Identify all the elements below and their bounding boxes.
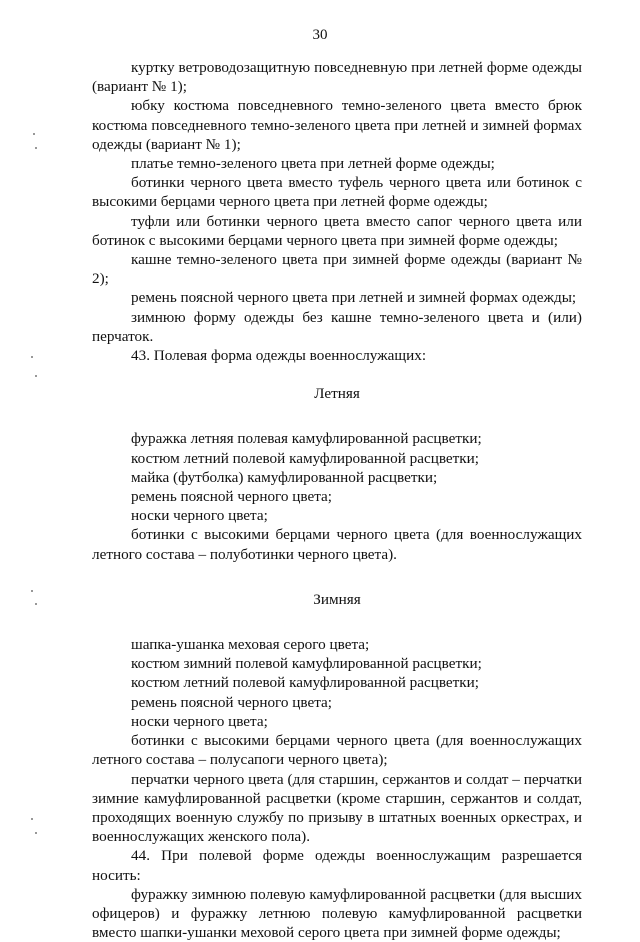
list-item: перчатки черного цвета (для старшин, сержантов и солдат – перчатки зимние камуфлированной расцветки (кроме старшин, сержантов и солдат, проходящих военную службу по призыву в штатных военных оркестрах, и военнослужащих женского пола). — [92, 770, 582, 846]
margin-mark — [35, 147, 37, 149]
list-item: костюм зимний полевой камуфлированной расцветки; — [131, 655, 482, 673]
margin-mark — [35, 375, 37, 377]
margin-mark — [35, 603, 37, 605]
list-item: ремень поясной черного цвета; — [131, 488, 333, 506]
section-intro-44: 44. При полевой форме одежды военнослужащим разрешается носить: — [92, 847, 582, 884]
list-item: костюм летний полевой камуфлированной расцветки; — [131, 674, 480, 692]
margin-mark — [31, 356, 33, 358]
paragraph: платье темно-зеленого цвета при летней форме одежды; — [131, 155, 495, 173]
paragraph: куртку ветроводозащитную повседневную при летней форме одежды (вариант № 1); — [92, 59, 582, 96]
list-item: ботинки с высокими берцами черного цвета (для военнослужащих летного состава – полуботинки черного цвета). — [92, 526, 582, 563]
margin-mark — [33, 133, 35, 135]
summer-heading: Летняя — [314, 385, 360, 403]
paragraph: туфли или ботинки черного цвета вместо сапог черного цвета или ботинок с высокими берцами черного цвета при зимней форме одежды; — [92, 212, 582, 249]
paragraph: ремень поясной черного цвета при летней и зимней формах одежды; — [131, 289, 577, 307]
list-item: ремень поясной черного цвета; — [131, 693, 333, 711]
document-body — [92, 58, 582, 942]
paragraph: ботинки черного цвета вместо туфель черного цвета или ботинок с высокими берцами черного цвета при летней форме одежды; — [92, 174, 582, 211]
section-intro-43: 43. Полевая форма одежды военнослужащих: — [131, 347, 427, 365]
summer-list — [92, 429, 582, 563]
winter-list — [92, 635, 582, 846]
list-item: фуражка летняя полевая камуфлированной расцветки; — [131, 430, 482, 448]
list-item: ботинки с высокими берцами черного цвета (для военнослужащих летного состава – полусапоги черного цвета); — [92, 732, 582, 769]
page-number: 30 — [312, 27, 328, 43]
paragraph: фуражку зимнюю полевую камуфлированной расцветки (для высших офицеров) и фуражку летнюю полевую камуфлированной расцветки вместо шапки-ушанки меховой серого цвета при зимней форме одежды; — [92, 885, 582, 942]
margin-mark — [31, 818, 33, 820]
list-item: шапка-ушанка меховая серого цвета; — [131, 636, 370, 654]
list-item: костюм летний полевой камуфлированной расцветки; — [131, 449, 480, 467]
paragraph: юбку костюма повседневного темно-зеленого цвета вместо брюк костюма повседневного темно-зеленого цвета при летней и зимней формах одежды (вариант № 1); — [92, 97, 582, 153]
paragraph: зимнюю форму одежды без кашне темно-зеленого цвета и (или) перчаток. — [92, 308, 582, 345]
winter-heading: Зимняя — [313, 590, 361, 608]
list-item: носки черного цвета; — [131, 507, 268, 525]
list-item: майка (футболка) камуфлированной расцветки; — [131, 468, 438, 486]
margin-mark — [35, 832, 37, 834]
list-item: носки черного цвета; — [131, 712, 268, 730]
paragraph: кашне темно-зеленого цвета при зимней форме одежды (вариант № 2); — [92, 251, 582, 288]
margin-mark — [31, 590, 33, 592]
